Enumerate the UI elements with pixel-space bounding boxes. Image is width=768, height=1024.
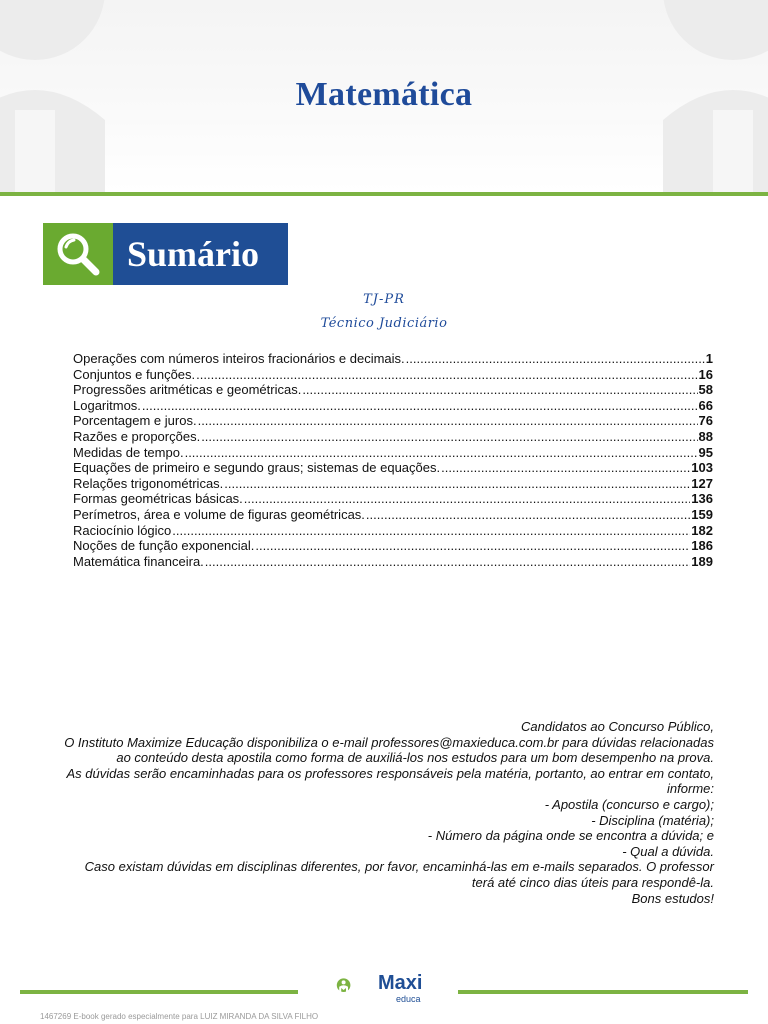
magnifier-icon [43,223,113,285]
toc-row[interactable] [73,507,713,523]
toc-page: 136 [691,491,713,507]
toc-page: 1 [705,351,713,366]
toc-row[interactable] [73,382,713,398]
toc-page: 95 [698,444,713,460]
sumario-label: Sumário [113,223,288,285]
toc-title: Medidas de tempo. [73,444,184,460]
toc-title: Matemática financeira. [73,553,204,569]
toc-row[interactable] [73,476,713,492]
toc-row[interactable] [73,429,713,445]
toc-page: 88 [698,428,713,444]
toc-page: 103 [691,460,713,476]
toc-row[interactable] [73,460,713,476]
toc-row[interactable] [73,554,713,570]
toc-row[interactable] [73,523,713,539]
toc-row[interactable] [73,398,713,414]
toc-row[interactable] [73,445,713,461]
sumario-banner [43,223,288,285]
notice-signoff: Bons estudos! [631,890,714,906]
header-divider [0,192,768,196]
toc-row[interactable] [73,413,713,429]
toc-row[interactable] [73,351,713,367]
logo-subtext: educa [396,994,421,1004]
toc-page: 16 [698,366,713,382]
toc-title: Logaritmos. [73,397,141,413]
toc-row[interactable] [73,538,713,554]
toc-title: Progressões aritméticas e geométricas. [73,382,302,398]
toc-row[interactable] [73,367,713,383]
footer-divider-right [458,990,748,994]
position-name: Técnico Judiciário [320,316,448,331]
exam-name: TJ-PR [363,292,405,307]
toc-title: Operações com números inteiros fracionários e decimais. [73,351,405,366]
notice-list-item: - Número da página onde se encontra a dúvida; e [427,828,714,844]
notice-list-item: - Qual a dúvida. [622,843,714,859]
ebook-footnote: 1467269 E-book gerado especialmente para LUIZ MIRANDA DA SILVA FILHO [40,1012,319,1021]
toc-page: 66 [698,397,713,413]
toc-page: 159 [691,506,713,522]
toc-row[interactable] [73,491,713,507]
footer-divider-left [20,990,298,994]
toc-page: 127 [691,475,713,491]
toc-page: 189 [691,553,713,569]
notice-list-item: - Disciplina (matéria); [591,812,714,828]
toc-title: Equações de primeiro e segundo graus; sistemas de equações. [73,460,441,476]
table-of-contents [73,351,713,569]
notice-greeting: Candidatos ao Concurso Público, [521,719,714,734]
toc-title: Conjuntos e funções. [73,366,196,382]
toc-page: 186 [691,538,713,554]
toc-title: Noções de função exponencial. [73,538,255,554]
candidate-notice [60,719,714,906]
maxi-logo-icon [336,966,376,1006]
page-title: Matemática [295,76,473,113]
toc-title: Razões e proporções. [73,428,201,444]
toc-title: Relações trigonométricas. [73,475,224,491]
toc-title: Raciocínio lógico [73,522,172,538]
toc-title: Formas geométricas básicas. [73,491,243,507]
notice-paragraph: Caso existam dúvidas em disciplinas diferentes, por favor, encaminhá-las em e-mails separados. O professor terá até cinco dias úteis para respondê-la. [84,859,714,890]
toc-page: 182 [691,522,713,538]
notice-paragraph: O Instituto Maximize Educação disponibiliza o e-mail professores@maxieduca.com.br para dúvidas relacionadas ao conteúdo desta apostila como forma de auxiliá-los nos estudos para um bom desempenho na prova. [64,734,714,766]
toc-title: Porcentagem e juros. [73,413,197,429]
notice-paragraph: As dúvidas serão encaminhadas para os professores responsáveis pela matéria, portanto, ao entrar em contato, informe: [66,765,714,797]
toc-title: Perímetros, área e volume de figuras geométricas. [73,506,365,522]
logo-wordmark: Maxi [378,972,423,994]
notice-list-item: - Apostila (concurso e cargo); [544,796,714,812]
toc-page: 76 [698,413,713,429]
toc-page: 58 [698,382,713,398]
header-banner [0,0,768,192]
